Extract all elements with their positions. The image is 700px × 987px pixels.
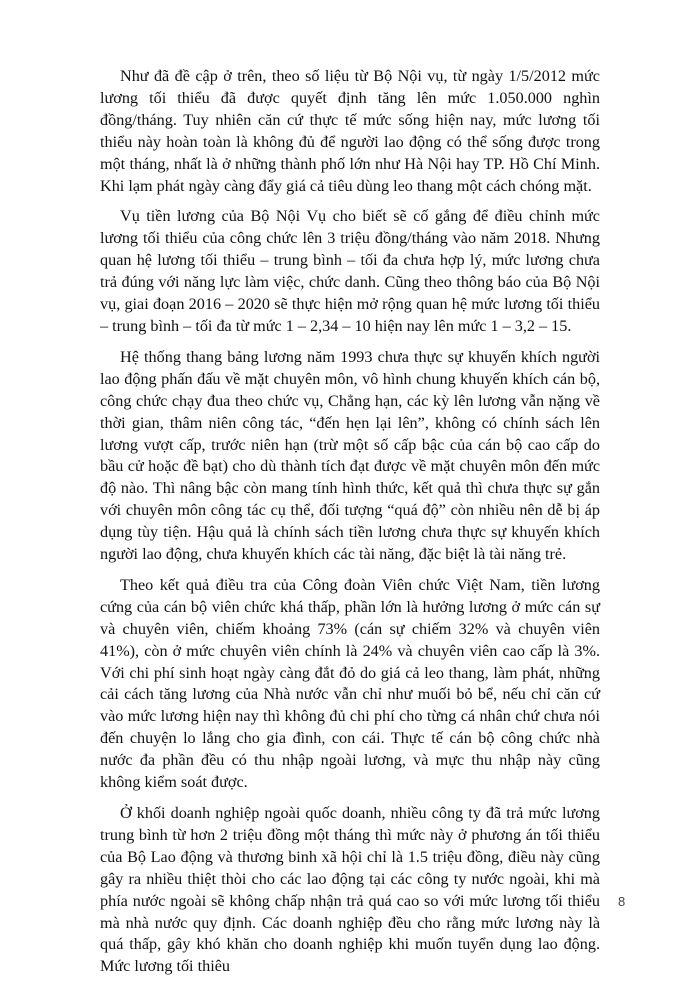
paragraph-4: Theo kết quả điều tra của Công đoàn Viên chức Việt Nam, tiền lương cứng của cán bộ viên chức khá thấp, phần lớn là hưởng lương ở mức cán sự và chuyên viên, chiếm khoảng 73% (cán sự chiếm 32% và chuyên viên 41%), còn ở mức chuyên viên chính là 24% và chuyên viên cao cấp là 3%. Với chi phí sinh hoạt ngày càng đắt đỏ do giá cả leo thang, làm phát, những cải cách tăng lương của Nhà nước vẫn chỉ như muối bỏ bể, nếu chỉ căn cứ vào mức lương hiện nay thì không đủ chi phí cho từng cá nhân chứ chưa nói đến chuyện lo lắng cho gia đình, con cái. Thực tế cán bộ công chức nhà nước đa phần đều có thu nhập ngoài lương, và mực thu nhập này cũng không kiểm soát được. [100, 575, 600, 792]
paragraph-2: Vụ tiền lương của Bộ Nội Vụ cho biết sẽ cố gắng để điều chỉnh mức lương tối thiểu của công chức lên 3 triệu đồng/tháng vào năm 2018. Nhưng quan hệ lương tối thiểu – trung bình – tối đa chưa hợp lý, mức lương chưa trả đúng với năng lực làm việc, chức danh. Cũng theo thông báo của Bộ Nội vụ, giai đoạn 2016 – 2020 sẽ thực hiện mở rộng quan hệ mức lương tối thiểu – trung bình – tối đa từ mức 1 – 2,34 – 10 hiện nay lên mức 1 – 3,2 – 15. [100, 207, 600, 335]
page-number: 8 [618, 894, 626, 909]
paragraph-3: Hệ thống thang bảng lương năm 1993 chưa thực sự khuyến khích người lao động phấn đấu về mặt chuyên môn, vô hình chung khuyến khích cán bộ, công chức chạy đua theo chức vụ, Chẳng hạn, các kỳ lên lương vẫn nặng về thời gian, thâm niên công tác, “đến hẹn lại lên”, không có chính sách lên lương vượt cấp, trước niên hạn (trừ một số cấp bậc của cán bộ cao cấp do bầu cử hoặc đề bạt) cho dù thành tích đạt được về mặt chuyên môn đến mức độ nào. Thì nâng bậc còn mang tính hình thức, kết quả thì chưa thực sự gắn với chuyên môn công tác cụ thể, đối tượng “quá độ” còn nhiều nên dễ bị áp dụng tùy tiện. Hậu quả là chính sách tiền lương chưa thực sự khuyến khích người lao động, chưa khuyến khích các tài năng, đặc biệt là tài năng trẻ. [100, 347, 600, 564]
body-text [100, 66, 600, 987]
paragraph-5: Ở khối doanh nghiệp ngoài quốc doanh, nhiều công ty đã trả mức lương trung bình từ hơn 2 triệu đồng một tháng thì mức này ở phương án tối thiểu của Bộ Lao động và thương binh xã hội chỉ là 1.5 triệu đồng, điều này cũng gây ra nhiều thiệt thòi cho các lao động tại các công ty nước ngoài, khi mà phía nước ngoài sẽ không chấp nhận trả quá cao so với mức lương tối thiểu mà nhà nước quy định. Các doanh nghiệp đều cho rằng mức lương này là quá thấp, gây khó khăn cho doanh nghiệp khi muốn tuyển dụng lao động. Mức lương tối thiêu [100, 804, 600, 976]
paragraph-1: Như đã đề cập ở trên, theo số liệu từ Bộ Nội vụ, từ ngày 1/5/2012 mức lương tối thiểu đã được quyết định tăng lên mức 1.050.000 nghìn đồng/tháng. Tuy nhiên căn cứ thực tế mức sống hiện nay, mức lương tối thiểu này hoàn toàn là không đủ để người lao động có thể sống được trong một tháng, nhất là ở những thành phố lớn như Hà Nội hay TP. Hồ Chí Minh. Khi lạm phát ngày càng đẩy giá cả tiêu dùng leo thang một cách chóng mặt. [100, 67, 600, 195]
